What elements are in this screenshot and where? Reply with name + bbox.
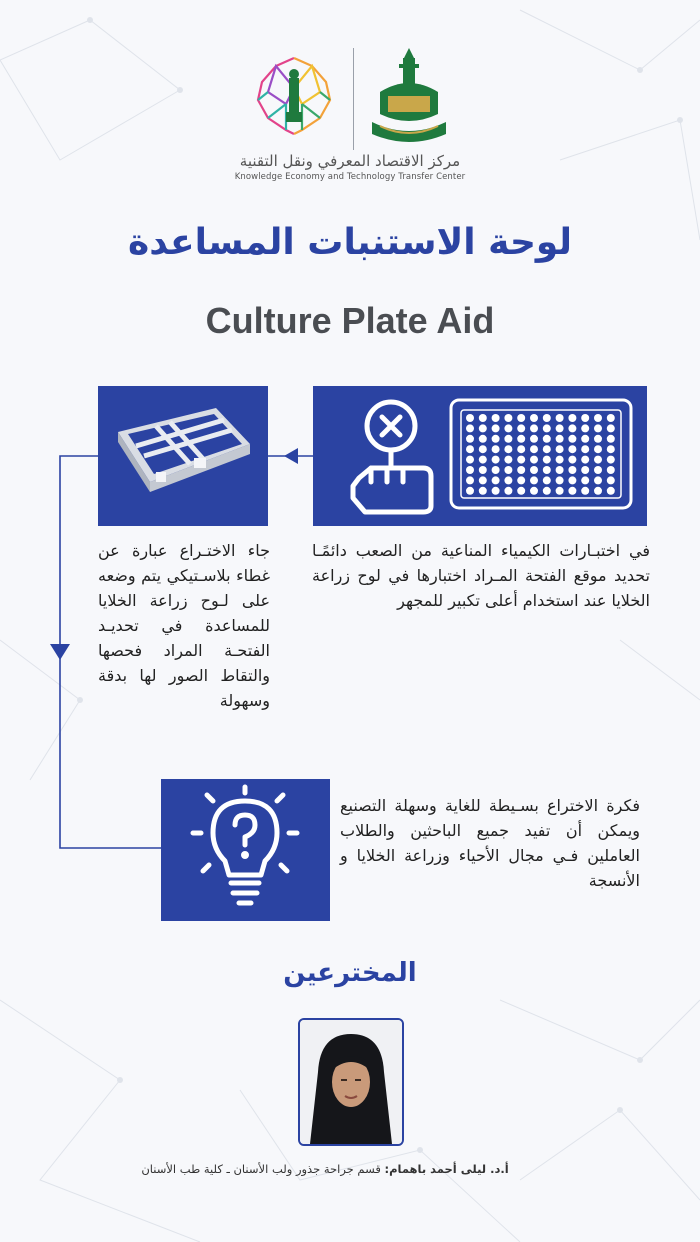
plate-well bbox=[517, 466, 525, 474]
plate-well bbox=[530, 414, 538, 422]
plate-well bbox=[479, 456, 487, 464]
plate-well bbox=[504, 424, 512, 432]
plate-well bbox=[517, 435, 525, 443]
inventor-name: أ.د. ليلى أحمد باهمام: bbox=[384, 1162, 509, 1176]
plate-well bbox=[581, 487, 589, 495]
plate-well bbox=[517, 424, 525, 432]
plate-well bbox=[581, 414, 589, 422]
plate-well bbox=[556, 435, 564, 443]
plate-well bbox=[504, 487, 512, 495]
plate-well bbox=[492, 476, 500, 484]
plate-well bbox=[607, 435, 615, 443]
problem-illustration-box bbox=[313, 386, 647, 526]
plate-well bbox=[466, 456, 474, 464]
plate-well bbox=[492, 466, 500, 474]
plate-well bbox=[594, 424, 602, 432]
plate-well bbox=[581, 424, 589, 432]
plate-well bbox=[581, 435, 589, 443]
plate-well bbox=[517, 487, 525, 495]
plate-well bbox=[504, 466, 512, 474]
plate-well bbox=[479, 466, 487, 474]
plate-well bbox=[543, 476, 551, 484]
plate-well bbox=[530, 466, 538, 474]
plate-well bbox=[504, 414, 512, 422]
title-english: Culture Plate Aid bbox=[205, 300, 495, 341]
plate-well bbox=[594, 487, 602, 495]
plate-well bbox=[556, 414, 564, 422]
plate-well bbox=[581, 456, 589, 464]
plate-well bbox=[530, 424, 538, 432]
plate-well bbox=[607, 487, 615, 495]
plate-well bbox=[568, 487, 576, 495]
plastic-cover-device-icon bbox=[98, 386, 268, 526]
plate-well bbox=[594, 435, 602, 443]
plate-well bbox=[543, 445, 551, 453]
plate-well bbox=[556, 466, 564, 474]
plate-well bbox=[543, 487, 551, 495]
plate-well bbox=[466, 445, 474, 453]
plate-well bbox=[594, 466, 602, 474]
plate-well bbox=[568, 476, 576, 484]
plate-well bbox=[466, 466, 474, 474]
idea-description: فكرة الاختراع بسـيطة للغاية وسهلة التصنيع ويمكن أن تفيد جميع الباحثين والطلاب العاملين فـي مجال الأحياء وزراعة الخلايا و الأنسجة bbox=[340, 796, 640, 890]
plate-well bbox=[581, 466, 589, 474]
plate-well bbox=[466, 476, 474, 484]
plate-well bbox=[492, 456, 500, 464]
plate-well bbox=[517, 476, 525, 484]
plate-well bbox=[530, 487, 538, 495]
plate-well bbox=[607, 445, 615, 453]
plate-well bbox=[568, 424, 576, 432]
inventor-caption bbox=[100, 1162, 550, 1176]
lightbulb-question-icon bbox=[161, 779, 330, 921]
plate-well bbox=[594, 414, 602, 422]
plate-well bbox=[517, 414, 525, 422]
plate-well bbox=[492, 424, 500, 432]
plate-well bbox=[466, 424, 474, 432]
title-arabic: لوحة الاستنبات المساعدة bbox=[127, 222, 573, 263]
plate-well bbox=[479, 424, 487, 432]
inventor-affiliation: قسم جراحة جذور ولب الأسنان ـ كلية طب الأسنان bbox=[141, 1162, 381, 1176]
plate-well bbox=[556, 476, 564, 484]
problem-description: في اختبـارات الكيمياء المناعية من الصعب دائمًـا تحديد موقع الفتحة المـراد اختبارها في لوح زراعة الخلايا عند استخدام أعلى تكبير للمجهر bbox=[312, 541, 650, 610]
idea-illustration-box bbox=[161, 779, 330, 921]
plate-well bbox=[530, 476, 538, 484]
plate-well bbox=[492, 414, 500, 422]
plate-well bbox=[543, 435, 551, 443]
plate-well bbox=[543, 414, 551, 422]
inventor-photo bbox=[298, 1018, 404, 1146]
inventor-portrait-icon bbox=[300, 1020, 402, 1144]
plate-well bbox=[607, 476, 615, 484]
plate-well bbox=[543, 466, 551, 474]
plate-well bbox=[479, 445, 487, 453]
plate-well bbox=[504, 435, 512, 443]
plate-well bbox=[492, 435, 500, 443]
plate-well bbox=[556, 487, 564, 495]
center-name-arabic: مركز الاقتصاد المعرفي ونقل التقنية bbox=[239, 152, 461, 170]
plate-well bbox=[607, 414, 615, 422]
plate-well bbox=[517, 456, 525, 464]
plate-well bbox=[581, 445, 589, 453]
plate-well bbox=[607, 466, 615, 474]
plate-well bbox=[568, 435, 576, 443]
plate-well bbox=[556, 424, 564, 432]
plate-well bbox=[581, 476, 589, 484]
plate-well bbox=[479, 414, 487, 422]
plate-well bbox=[479, 435, 487, 443]
arrow-left-icon bbox=[284, 448, 298, 464]
plate-well bbox=[556, 445, 564, 453]
plate-well bbox=[466, 435, 474, 443]
plate-well bbox=[504, 445, 512, 453]
inventors-heading: المخترعين bbox=[283, 958, 417, 988]
plate-well bbox=[517, 445, 525, 453]
device-illustration-box bbox=[98, 386, 268, 526]
center-name-english: Knowledge Economy and Technology Transfer Center bbox=[234, 172, 466, 182]
plate-well bbox=[568, 445, 576, 453]
plate-well bbox=[568, 466, 576, 474]
solution-description: جاء الاختـراع عبارة عن غطاء بلاسـتيكي يتم وضعه على لـوح زراعة الخلايا للمساعدة في تحديـد الفتحـة المراد فحصها والتقاط الصور لها بدقة وسهولة bbox=[98, 541, 270, 710]
plate-well bbox=[530, 456, 538, 464]
plate-well bbox=[530, 435, 538, 443]
plate-well bbox=[492, 445, 500, 453]
plate-well bbox=[556, 456, 564, 464]
hand-holding-x-sign-icon bbox=[353, 402, 431, 512]
plate-well bbox=[479, 487, 487, 495]
plate-well bbox=[607, 456, 615, 464]
plate-well bbox=[466, 414, 474, 422]
plate-well bbox=[594, 456, 602, 464]
plate-well bbox=[568, 414, 576, 422]
plate-well bbox=[504, 456, 512, 464]
plate-well bbox=[568, 456, 576, 464]
plate-well bbox=[594, 445, 602, 453]
plate-well bbox=[466, 487, 474, 495]
plate-well bbox=[492, 487, 500, 495]
plate-well bbox=[530, 445, 538, 453]
plate-well bbox=[607, 424, 615, 432]
plate-well bbox=[504, 476, 512, 484]
plate-well bbox=[543, 456, 551, 464]
plate-well bbox=[543, 424, 551, 432]
culture-plate-icon bbox=[451, 400, 631, 508]
arrow-down-icon bbox=[50, 644, 70, 660]
plate-well bbox=[479, 476, 487, 484]
plate-well bbox=[594, 476, 602, 484]
